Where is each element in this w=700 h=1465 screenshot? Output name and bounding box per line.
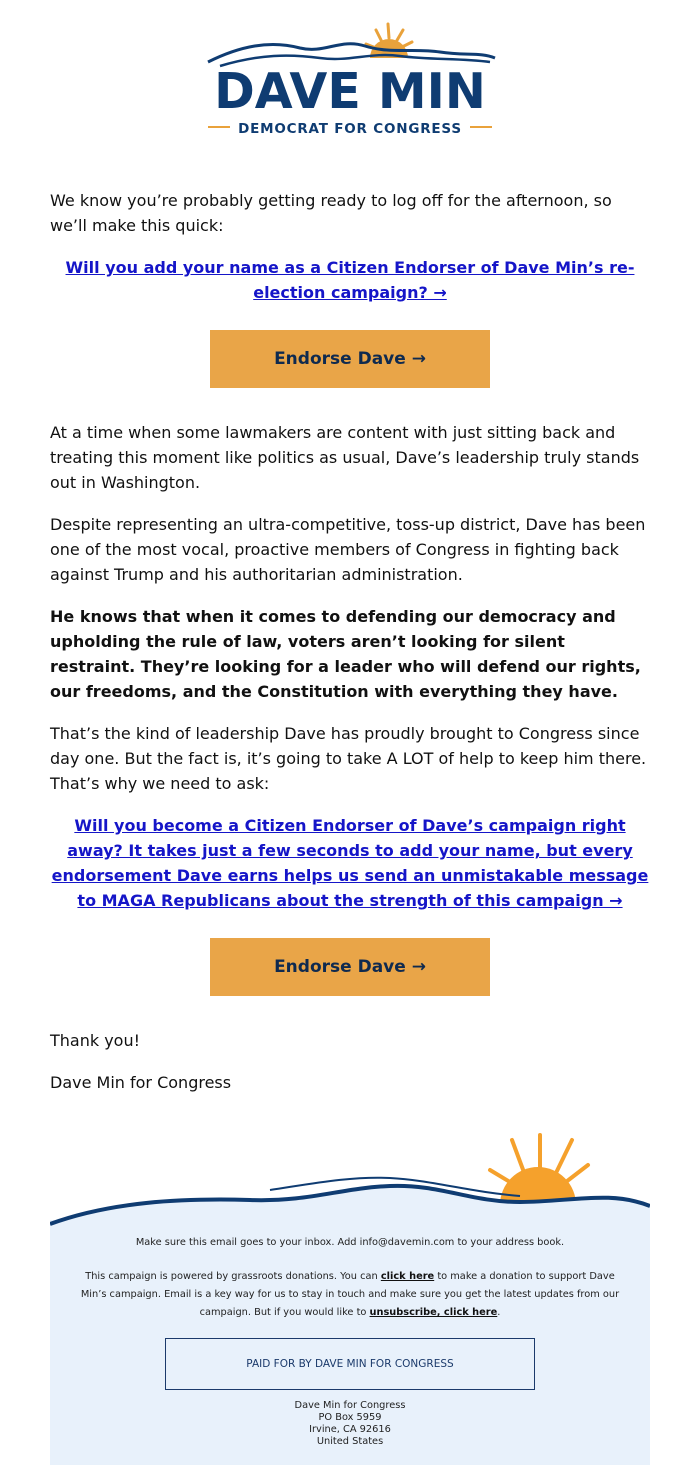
donation-end: . [497, 1307, 501, 1318]
tagline-dash-left [208, 126, 230, 128]
paragraph-2: Despite representing an ultra-competitive, toss-up district, Dave has been one of the most vocal, proactive members of Congress in fighting back against Trump and his authoritarian administration. [50, 515, 646, 584]
endorse-link-1[interactable]: Will you add your name as a Citizen Endorser of Dave Min’s re-election campaign? → [65, 258, 635, 302]
footer [50, 1130, 650, 1465]
footer-wave-sun-icon [50, 1130, 650, 1240]
paragraph-1: At a time when some lawmakers are content with just sitting back and treating this moment like politics as usual, Dave’s leadership truly stands out in Washington. [50, 423, 640, 492]
donation-paragraph [50, 1268, 650, 1322]
address-country: United States [316, 1436, 384, 1447]
donate-link[interactable]: click here [380, 1271, 435, 1282]
header [0, 0, 700, 160]
thank-you: Thank you! [50, 1031, 141, 1050]
footer-text [50, 1234, 650, 1448]
address-line1: PO Box 5959 [318, 1412, 382, 1423]
address-line2: Irvine, CA 92616 [309, 1424, 391, 1435]
donation-pre: This campaign is powered by grassroots donations. You can [85, 1271, 381, 1282]
paid-for-box: PAID FOR BY DAVE MIN FOR CONGRESS [165, 1338, 535, 1390]
endorse-link-2-wrap [50, 813, 650, 913]
endorse-link-2[interactable]: Will you become a Citizen Endorser of Dave’s campaign right away? It takes just a few seconds to add your name, but every endorsement Dave earns helps us send an unmistakable message to MAGA Republicans about the strength of this campaign → [51, 816, 649, 910]
logo-mountain-sun-icon [200, 18, 500, 68]
inbox-note: Make sure this email goes to your inbox. Add info@davemin.com to your address book. [135, 1237, 565, 1248]
intro-paragraph: We know you’re probably getting ready to log off for the afternoon, so we’ll make this quick: [50, 191, 612, 235]
endorse-button-2-wrap [50, 938, 650, 996]
signoff: Dave Min for Congress [50, 1073, 232, 1092]
unsubscribe-link[interactable]: unsubscribe, click here [369, 1307, 498, 1318]
mailing-address [50, 1400, 650, 1448]
tagline-dash-right [470, 126, 492, 128]
email-body [50, 188, 650, 1112]
paragraph-4: That’s the kind of leadership Dave has proudly brought to Congress since day one. But the fact is, it’s going to take A LOT of help to keep him there. That’s why we need to ask: [50, 724, 647, 793]
endorse-link-1-wrap [50, 255, 650, 305]
endorse-button-2[interactable]: Endorse Dave → [210, 938, 490, 996]
paragraph-3-bold: He knows that when it comes to defending our democracy and upholding the rule of law, voters aren’t looking for silent restraint. They’re looking for a leader who will defend our rights, our freedoms, and the Constitution with everything they have. [50, 607, 641, 701]
logo-tagline [0, 120, 700, 138]
logo-tagline-text: DEMOCRAT FOR CONGRESS [238, 121, 462, 137]
address-name: Dave Min for Congress [294, 1400, 406, 1411]
donation-mid: to make a donation to support Dave Min’s campaign. Email is a key way for us to stay in touch and make sure you get the latest updates from our campaign. But if you would like to [80, 1271, 620, 1318]
logo-name: DAVE MIN [214, 63, 486, 120]
endorse-button-1[interactable]: Endorse Dave → [210, 330, 490, 388]
endorse-button-1-wrap [50, 330, 650, 388]
